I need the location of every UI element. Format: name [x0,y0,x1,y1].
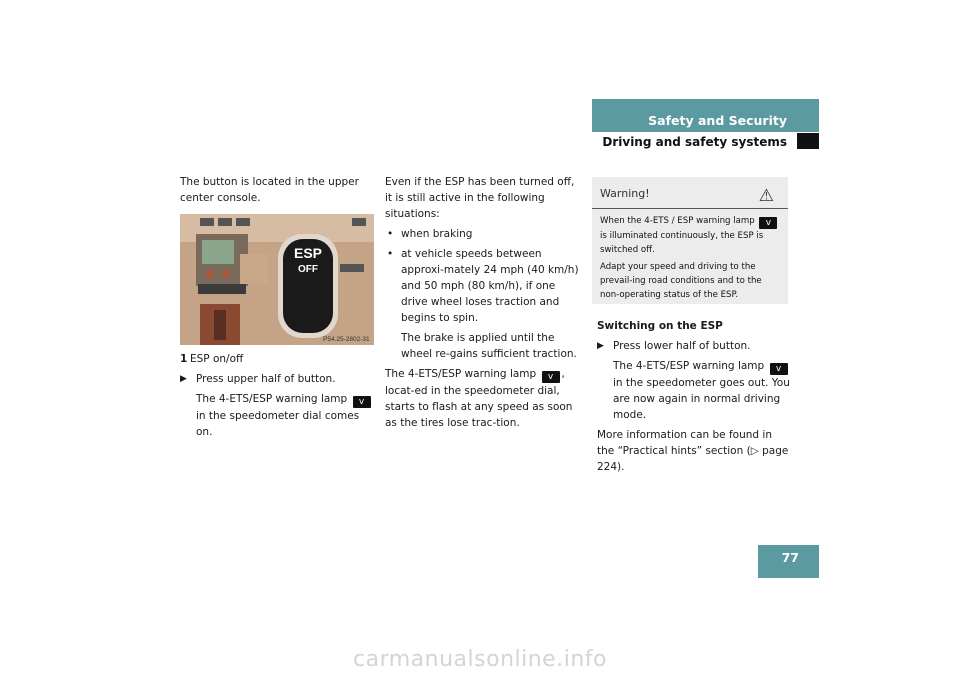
section-title: Safety and Security [648,113,787,128]
esp-button-photo [180,214,374,345]
off-label: OFF [298,264,318,275]
subsection-marker [797,133,819,149]
warning-advice: Adapt your speed and driving to the prevail-ing road conditions and to the non-operating status of the ESP. [600,262,762,300]
section-tab [592,99,819,132]
warning-lamp-icon: v [353,396,371,408]
warning-lamp-icon: v [542,371,560,383]
warning-lamp-icon: v [770,363,788,375]
list-item: • at vehicle speeds between approxi-mately 24 mph (40 km/h) and 50 mph (80 km/h), if one drive wheel loses traction and begins to spin. [387,248,579,324]
more-info-reference: More information can be found in the “Practical hints” section (▷ page 224). [597,429,789,473]
step-detail: The 4-ETS/ESP warning lamp v in the speedometer dial comes on. [180,391,375,440]
step-press-lower: ▶ Press lower half of button. [597,340,751,352]
step-arrow-icon: ▶ [180,374,187,384]
warning-divider [592,208,788,209]
warning-triangle-icon: ⚠ [758,186,774,206]
photo-ref-code: P54.25-2802-31 [323,336,370,343]
intro-text: The button is located in the upper center console. [180,176,359,204]
warning-box [592,177,788,304]
footer-watermark: carmanualsonline.info [353,647,607,672]
step-arrow-icon: ▶ [597,341,604,351]
column-3 [597,318,792,475]
caption-number: 1 [180,353,188,365]
switch-on-heading: Switching on the ESP [597,320,723,332]
photo-caption [180,351,375,367]
bullet-icon: • [387,248,394,260]
step-detail: The 4-ETS/ESP warning lamp v in the speedometer goes out. You are now again in normal driving mode. [613,360,790,421]
page-number: 77 [781,550,799,565]
list-item: • when braking [387,228,473,240]
caption-text: ESP on/off [190,353,244,365]
bullet-detail: The brake is applied until the wheel re-gains sufficient traction. [401,332,577,360]
esp-label: ESP [293,245,323,261]
subsection-title: Driving and safety systems [602,135,787,149]
console-illustration [180,214,374,345]
bullet-icon: • [387,228,394,240]
page-number-box [758,545,819,578]
warning-text: When the 4-ETS / ESP warning lamp v is illuminated continuously, the ESP is switched off. Adapt your speed and driving to the prevail-ing road conditions and to the non-operating status of the ESP. [600,214,780,302]
column-2 [385,174,580,431]
warning-lamp-icon: v [759,217,777,229]
flash-paragraph: The 4-ETS/ESP warning lamp v , locat-ed in the speedometer dial, starts to flash at any speed as soon as the tires lose trac-tion. [385,368,573,429]
esp-active-intro: Even if the ESP has been turned off, it is still active in the following situations: [385,176,575,220]
column-1 [180,174,375,440]
step-press-upper: ▶ Press upper half of button. [180,373,336,385]
warning-title: Warning! [600,187,650,200]
